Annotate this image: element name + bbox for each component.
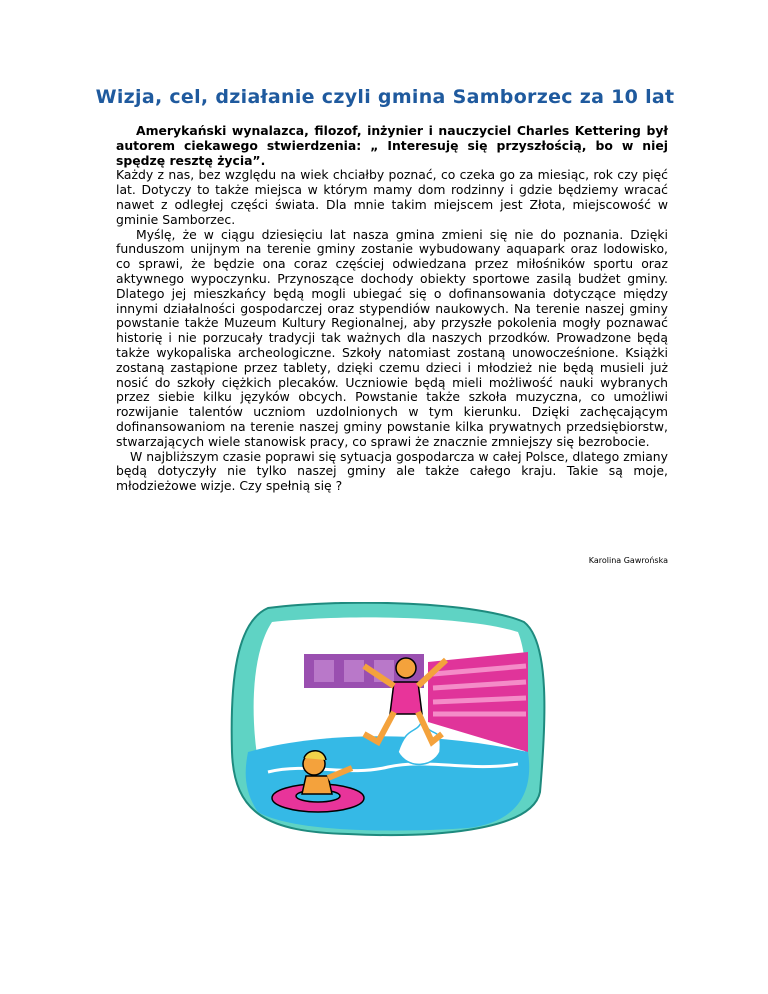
clipart-water — [246, 736, 529, 830]
author-signature: Karolina Gawrońska — [588, 556, 668, 565]
document-body — [116, 124, 668, 494]
document-title: Wizja, cel, działanie czyli gmina Samborzec za 10 lat — [95, 86, 675, 108]
paragraph-vision: Myślę, że w ciągu dziesięciu lat nasza gmina zmieni się nie do poznania. Dzięki funduszom unijnym na terenie gminy zostanie wybudowany aquapark oraz lodowisko, co sprawi, że będzie ona coraz częściej odwiedzana przez miłośników sportu oraz aktywnego wypoczynku. Przynoszące dochody obiekty sportowe zasilą budżet gminy. Dlatego jej mieszkańcy będą mogli ubiegać się o dofinansowania dotyczące między innymi działalności gospodarczej oraz stypendiów naukowych. Na terenie naszej gminy powstanie także Muzeum Kultury Regionalnej, aby przyszłe pokolenia mogły poznawać historię i nie porzucały tradycji tak ważnych dla naszych przodków. Prowadzone będą także wykopaliska archeologiczne. Szkoły natomiast zostaną unowocześnione. Książki zostaną zastąpione przez tablety, dzięki czemu dzieci i młodzież nie będą musieli już nosić do szkoły ciężkich plecaków. Uczniowie będą mieli możliwość nauki wybranych przez siebie kilku języków obcych. Powstanie także szkoła muzyczna, co umożliwi rozwijanie talentów uczniom uzdolnionych w tym kierunku. Dzięki zachęcającym dofinansowaniom na terenie naszej gminy powstanie kilka prywatnych przedsiębiorstw, stwarzających wiele stanowisk pracy, co sprawi że znacznie zmniejszy się bezrobocie. — [116, 226, 668, 449]
paragraph-conclusion: W najbliższym czasie poprawi się sytuacja gospodarcza w całej Polsce, dlatego zmiany będą dotyczyły nie tylko naszej gminy ale także całego kraju. Takie są moje, młodzieżowe wizje. Czy spełnią się ? — [116, 448, 668, 494]
aquapark-clipart-icon — [228, 602, 546, 838]
paragraph-intro-quote: Amerykański wynalazca, filozof, inżynier i nauczyciel Charles Kettering był autorem ciekawego stwierdzenia: „ Interesuję się przyszłością, bo w niej spędzę resztę życia”. — [116, 123, 668, 168]
paragraph-hometown: Każdy z nas, bez względu na wiek chciałby poznać, co czeka go za miesiąc, rok czy pięć lat. Dotyczy to także miejsca w którym mamy dom rodzinny i gdzie będziemy wracać nawet z odległej części świata. Dla mnie takim miejscem jest Złota, miejscowość w gminie Samborzec. — [116, 167, 668, 227]
